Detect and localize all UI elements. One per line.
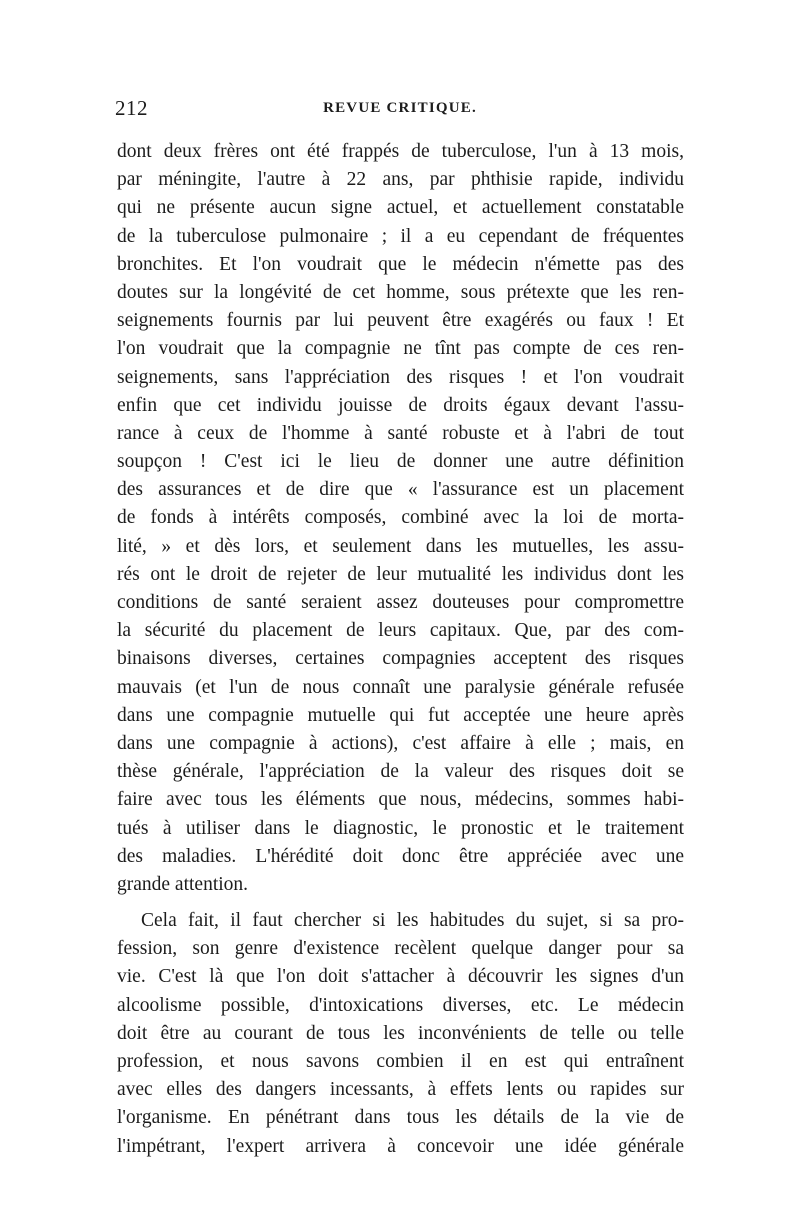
text-line: des assurances et de dire que « l'assurance est un placement [117, 479, 684, 501]
text-line: profession, et nous savons combien il en est qui entraînent [117, 1051, 684, 1072]
text-line: binaisons diverses, certaines compagnies acceptent des risques [117, 648, 684, 670]
text-line: fession, son genre d'existence recèlent quelque danger pour sa [117, 938, 684, 960]
text-line: vie. C'est là que l'on doit s'attacher à découvrir les signes d'un [117, 966, 684, 988]
text-line: alcoolisme possible, d'intoxications diverses, etc. Le médecin [117, 994, 684, 1016]
text-line: de fonds à intérêts composés, combiné avec la loi de morta- [117, 507, 684, 529]
text-line: avec elles des dangers incessants, à effets lents ou rapides sur [117, 1079, 684, 1101]
text-line: dans une compagnie mutuelle qui fut acceptée une heure après [117, 704, 684, 726]
text-line: des maladies. L'hérédité doit donc être appréciée avec une [117, 845, 684, 867]
text-line: l'impétrant, l'expert arrivera à concevoir une idée générale [117, 1135, 684, 1157]
text-line: la sécurité du placement de leurs capitaux. Que, par des com- [117, 620, 684, 642]
text-line: de la tuberculose pulmonaire ; il a eu cependant de fréquentes [117, 225, 684, 247]
text-line: rance à ceux de l'homme à santé robuste et à l'abri de tout [117, 422, 684, 444]
text-line: l'organisme. En pénétrant dans tous les détails de la vie de [117, 1107, 684, 1129]
text-line: rés ont le droit de rejeter de leur mutualité les individus dont les [117, 563, 684, 585]
text-line: doit être au courant de tous les inconvénients de telle ou telle [117, 1022, 684, 1044]
paragraph-gap [117, 899, 684, 907]
text-line: soupçon ! C'est ici le lieu de donner une autre définition [117, 451, 684, 473]
text-line: tués à utiliser dans le diagnostic, le pronostic et le traitement [117, 817, 684, 839]
text-line: enfin que cet individu jouisse de droits égaux devant l'assu- [117, 394, 684, 416]
text-line: thèse générale, l'appréciation de la valeur des risques doit se [117, 761, 684, 783]
text-line: qui ne présente aucun signe actuel, et actuellement constatable [117, 197, 684, 219]
text-line: dans une compagnie à actions), c'est affaire à elle ; mais, en [117, 732, 684, 754]
paragraph-1 [117, 138, 684, 899]
text-line: l'on voudrait que la compagnie ne tînt pas compte de ces ren- [117, 338, 684, 360]
text-line: seignements, sans l'appréciation des risques ! et l'on voudrait [117, 366, 684, 388]
journal-title: REVUE CRITIQUE. [323, 100, 477, 116]
text-line: doutes sur la longévité de cet homme, sous prétexte que les ren- [117, 281, 684, 303]
text-line: mauvais (et l'un de nous connaît une paralysie générale refusée [117, 676, 684, 698]
page-number: 212 [115, 96, 148, 120]
text-line: Cela fait, il faut chercher si les habitudes du sujet, si sa pro- [141, 910, 684, 932]
body-text [117, 138, 684, 1161]
text-line: faire avec tous les éléments que nous, médecins, sommes habi- [117, 789, 684, 811]
running-head [115, 96, 685, 126]
text-line: dont deux frères ont été frappés de tuberculose, l'un à 13 mois, [117, 141, 684, 162]
text-line: conditions de santé seraient assez douteuses pour compromettre [117, 592, 684, 613]
text-line: seignements fournis par lui peuvent être exagérés ou faux ! Et [117, 310, 684, 332]
text-line: grande attention. [117, 873, 249, 895]
text-line: lité, » et dès lors, et seulement dans les mutuelles, les assu- [117, 535, 684, 557]
paragraph-2 [117, 907, 684, 1161]
text-line: par méningite, l'autre à 22 ans, par phthisie rapide, individu [117, 169, 684, 191]
text-line: bronchites. Et l'on voudrait que le médecin n'émette pas des [117, 253, 684, 275]
